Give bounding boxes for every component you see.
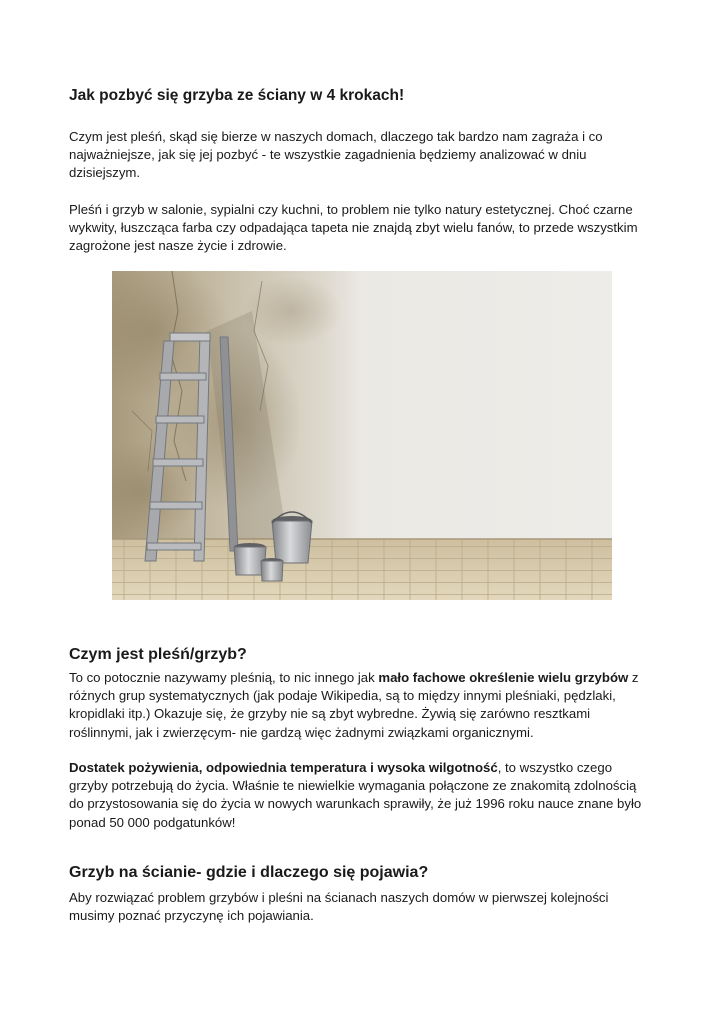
document-title: Jak pozbyć się grzyba ze ściany w 4 krokach! [69,87,405,104]
section2-paragraph-1: Aby rozwiązać problem grzybów i pleśni na ścianach naszych domów w pierwszej kolejności musimy poznać przyczynę ich pojawiania. [69,890,609,924]
section1-paragraph-1-text-start: To co potocznie nazywamy pleśnią, to nic innego jak [69,670,379,685]
section1-paragraph-2 [69,759,654,832]
intro-paragraph-1: Czym jest pleśń, skąd się bierze w naszych domach, dlaczego tak bardzo nam zagraża i co najważniejsze, jak się jej pozbyć - te wszystkie zagadnienia będziemy analizować w dniu dzisiejszym. [69,129,603,181]
moldy-wall-ladder-image [112,271,612,600]
intro-paragraph-2: Pleśń i grzyb w salonie, sypialni czy kuchni, to problem nie tylko natury estetycznej. Choć czarne wykwity, łuszcząca farba czy odpadająca tapeta nie znajdą zbyt wielu fanów, to przede wszystkim zagrożone jest nasze życie i zdrowie. [69,202,638,254]
section1-paragraph-2-text: , to wszystko czego grzyby potrzebują do życia. Właśnie te niewielkie wymagania połączone ze znakomitą zdolnością do przystosowania się do życia w nowych warunkach sprawiły, że już 1996 roku nauce znane było ponad 50 000 podgatunków! [69,760,642,830]
section1-paragraph-1-text-end: z różnych grup systematycznych (jak podaje Wikipedia, są to między innymi pleśniaki, pędzlaki, kropidlaki itp.) Okazuje się, że grzyby nie są zbyt wybredne. Żywią się zarówno resztkami roślinnymi, jak i zwierzęcym- nie gardzą więc żadnymi związkami organicznymi. [69,670,639,740]
section1-paragraph-2-bold: Dostatek pożywienia, odpowiednia temperatura i wysoka wilgotność [69,760,498,775]
section1-paragraph-1 [69,669,654,742]
section-heading-mold-on-wall: Grzyb na ścianie- gdzie i dlaczego się pojawia? [69,864,429,881]
section1-paragraph-1-bold: mało fachowe określenie wielu grzybów [378,670,629,685]
section-heading-what-is-mold: Czym jest pleśń/grzyb? [69,646,247,663]
